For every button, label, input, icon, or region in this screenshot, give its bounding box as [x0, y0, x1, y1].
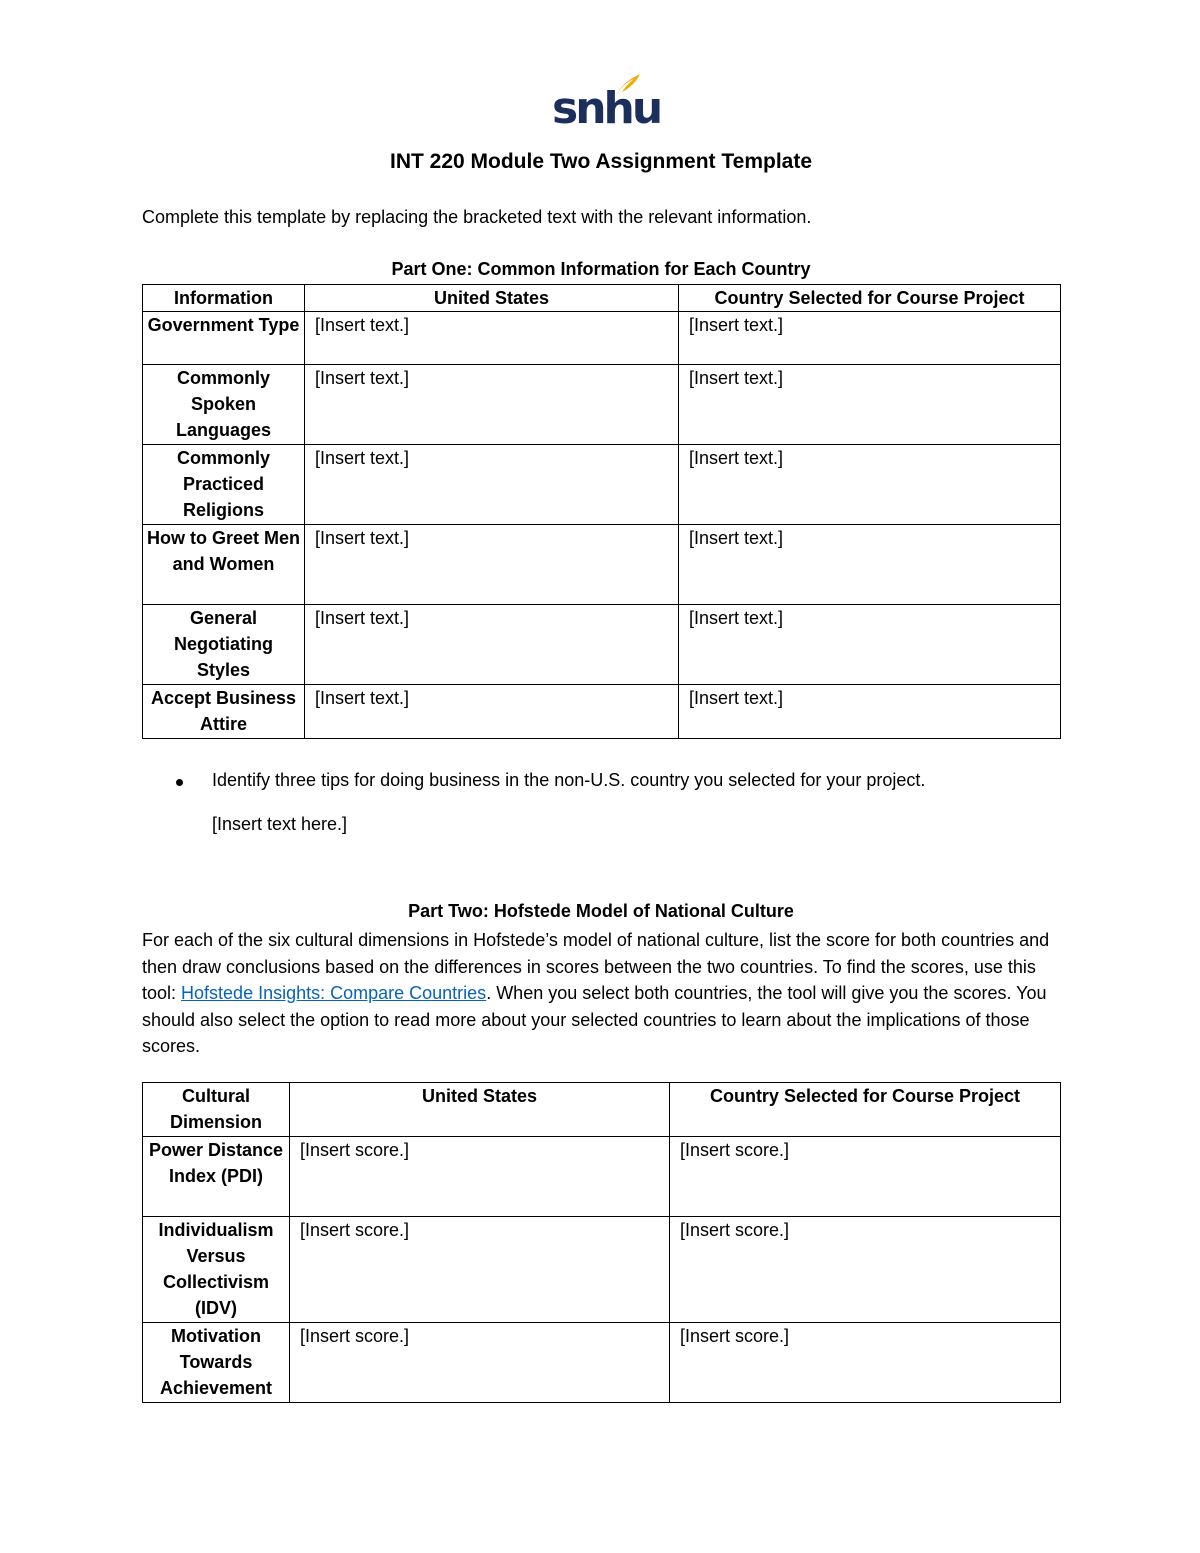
us-score-cell[interactable]: [Insert score.] — [290, 1137, 670, 1217]
bullet-text: Identify three tips for doing business in the non-U.S. country you selected for your project. — [212, 770, 926, 790]
selected-country-score-cell[interactable]: [Insert score.] — [670, 1137, 1061, 1217]
us-cell[interactable]: [Insert text.] — [305, 525, 679, 605]
part-one-title: Part One: Common Information for Each Country — [391, 259, 811, 279]
intro-text: For each of the six cultural dimensions in Hofstede’s model of national culture, list the score for both countries and then draw conclusions based on the differences in scores between the two countries. To find the scores, use this tool: — [142, 930, 1050, 1003]
table-row — [143, 525, 1061, 605]
selected-country-score-cell[interactable]: [Insert score.] — [670, 1323, 1061, 1403]
selected-country-cell[interactable]: [Insert text.] — [679, 685, 1061, 739]
part-one-table — [142, 284, 1061, 739]
logo-text: snhu — [552, 83, 661, 134]
row-label: General Negotiating Styles — [143, 605, 305, 685]
table-row — [143, 312, 1061, 365]
us-score-cell[interactable]: [Insert score.] — [290, 1217, 670, 1323]
column-header: United States — [290, 1083, 670, 1137]
part-two-intro — [142, 927, 1067, 1060]
bullet-dot-icon — [176, 779, 183, 786]
instructions-text: Complete this template by replacing the bracketed text with the relevant information. — [142, 207, 812, 227]
row-label: How to Greet Men and Women — [143, 525, 305, 605]
row-label: Power Distance Index (PDI) — [143, 1137, 290, 1217]
column-header: Country Selected for Course Project — [670, 1083, 1061, 1137]
snhu-logo — [552, 72, 661, 134]
table-header-row — [143, 285, 1061, 312]
row-label: Individualism Versus Collectivism (IDV) — [143, 1217, 290, 1323]
us-cell[interactable]: [Insert text.] — [305, 312, 679, 365]
part-two-title: Part Two: Hofstede Model of National Culture — [408, 901, 794, 921]
us-cell[interactable]: [Insert text.] — [305, 685, 679, 739]
document-title: INT 220 Module Two Assignment Template — [390, 150, 812, 173]
hofstede-link[interactable]: Hofstede Insights: Compare Countries — [181, 983, 487, 1003]
row-label: Motivation Towards Achievement — [143, 1323, 290, 1403]
row-label: Government Type — [143, 312, 305, 365]
selected-country-cell[interactable]: [Insert text.] — [679, 605, 1061, 685]
column-header: Country Selected for Course Project — [679, 285, 1061, 312]
table-row — [143, 1217, 1061, 1323]
row-label: Commonly Spoken Languages — [143, 365, 305, 445]
selected-country-score-cell[interactable]: [Insert score.] — [670, 1217, 1061, 1323]
row-label: Commonly Practiced Religions — [143, 445, 305, 525]
table-header-row — [143, 1083, 1061, 1137]
us-cell[interactable]: [Insert text.] — [305, 445, 679, 525]
column-header: United States — [305, 285, 679, 312]
part-two-table — [142, 1082, 1061, 1403]
us-score-cell[interactable]: [Insert score.] — [290, 1323, 670, 1403]
selected-country-cell[interactable]: [Insert text.] — [679, 445, 1061, 525]
selected-country-cell[interactable]: [Insert text.] — [679, 312, 1061, 365]
us-cell[interactable]: [Insert text.] — [305, 365, 679, 445]
selected-country-cell[interactable]: [Insert text.] — [679, 365, 1061, 445]
intro-text-continued: . When you select both countries, the tool will give you the scores. You should also select the option to read more about your selected countries to learn about the implications of those scores. — [142, 983, 1047, 1056]
insert-text-placeholder[interactable]: [Insert text here.] — [212, 814, 348, 834]
table-row — [143, 445, 1061, 525]
us-cell[interactable]: [Insert text.] — [305, 605, 679, 685]
column-header: Information — [143, 285, 305, 312]
table-row — [143, 685, 1061, 739]
selected-country-cell[interactable]: [Insert text.] — [679, 525, 1061, 605]
table-row — [143, 1137, 1061, 1217]
flame-icon — [612, 72, 642, 98]
table-row — [143, 605, 1061, 685]
table-row — [143, 1323, 1061, 1403]
table-row — [143, 365, 1061, 445]
row-label: Accept Business Attire — [143, 685, 305, 739]
column-header: Cultural Dimension — [143, 1083, 290, 1137]
